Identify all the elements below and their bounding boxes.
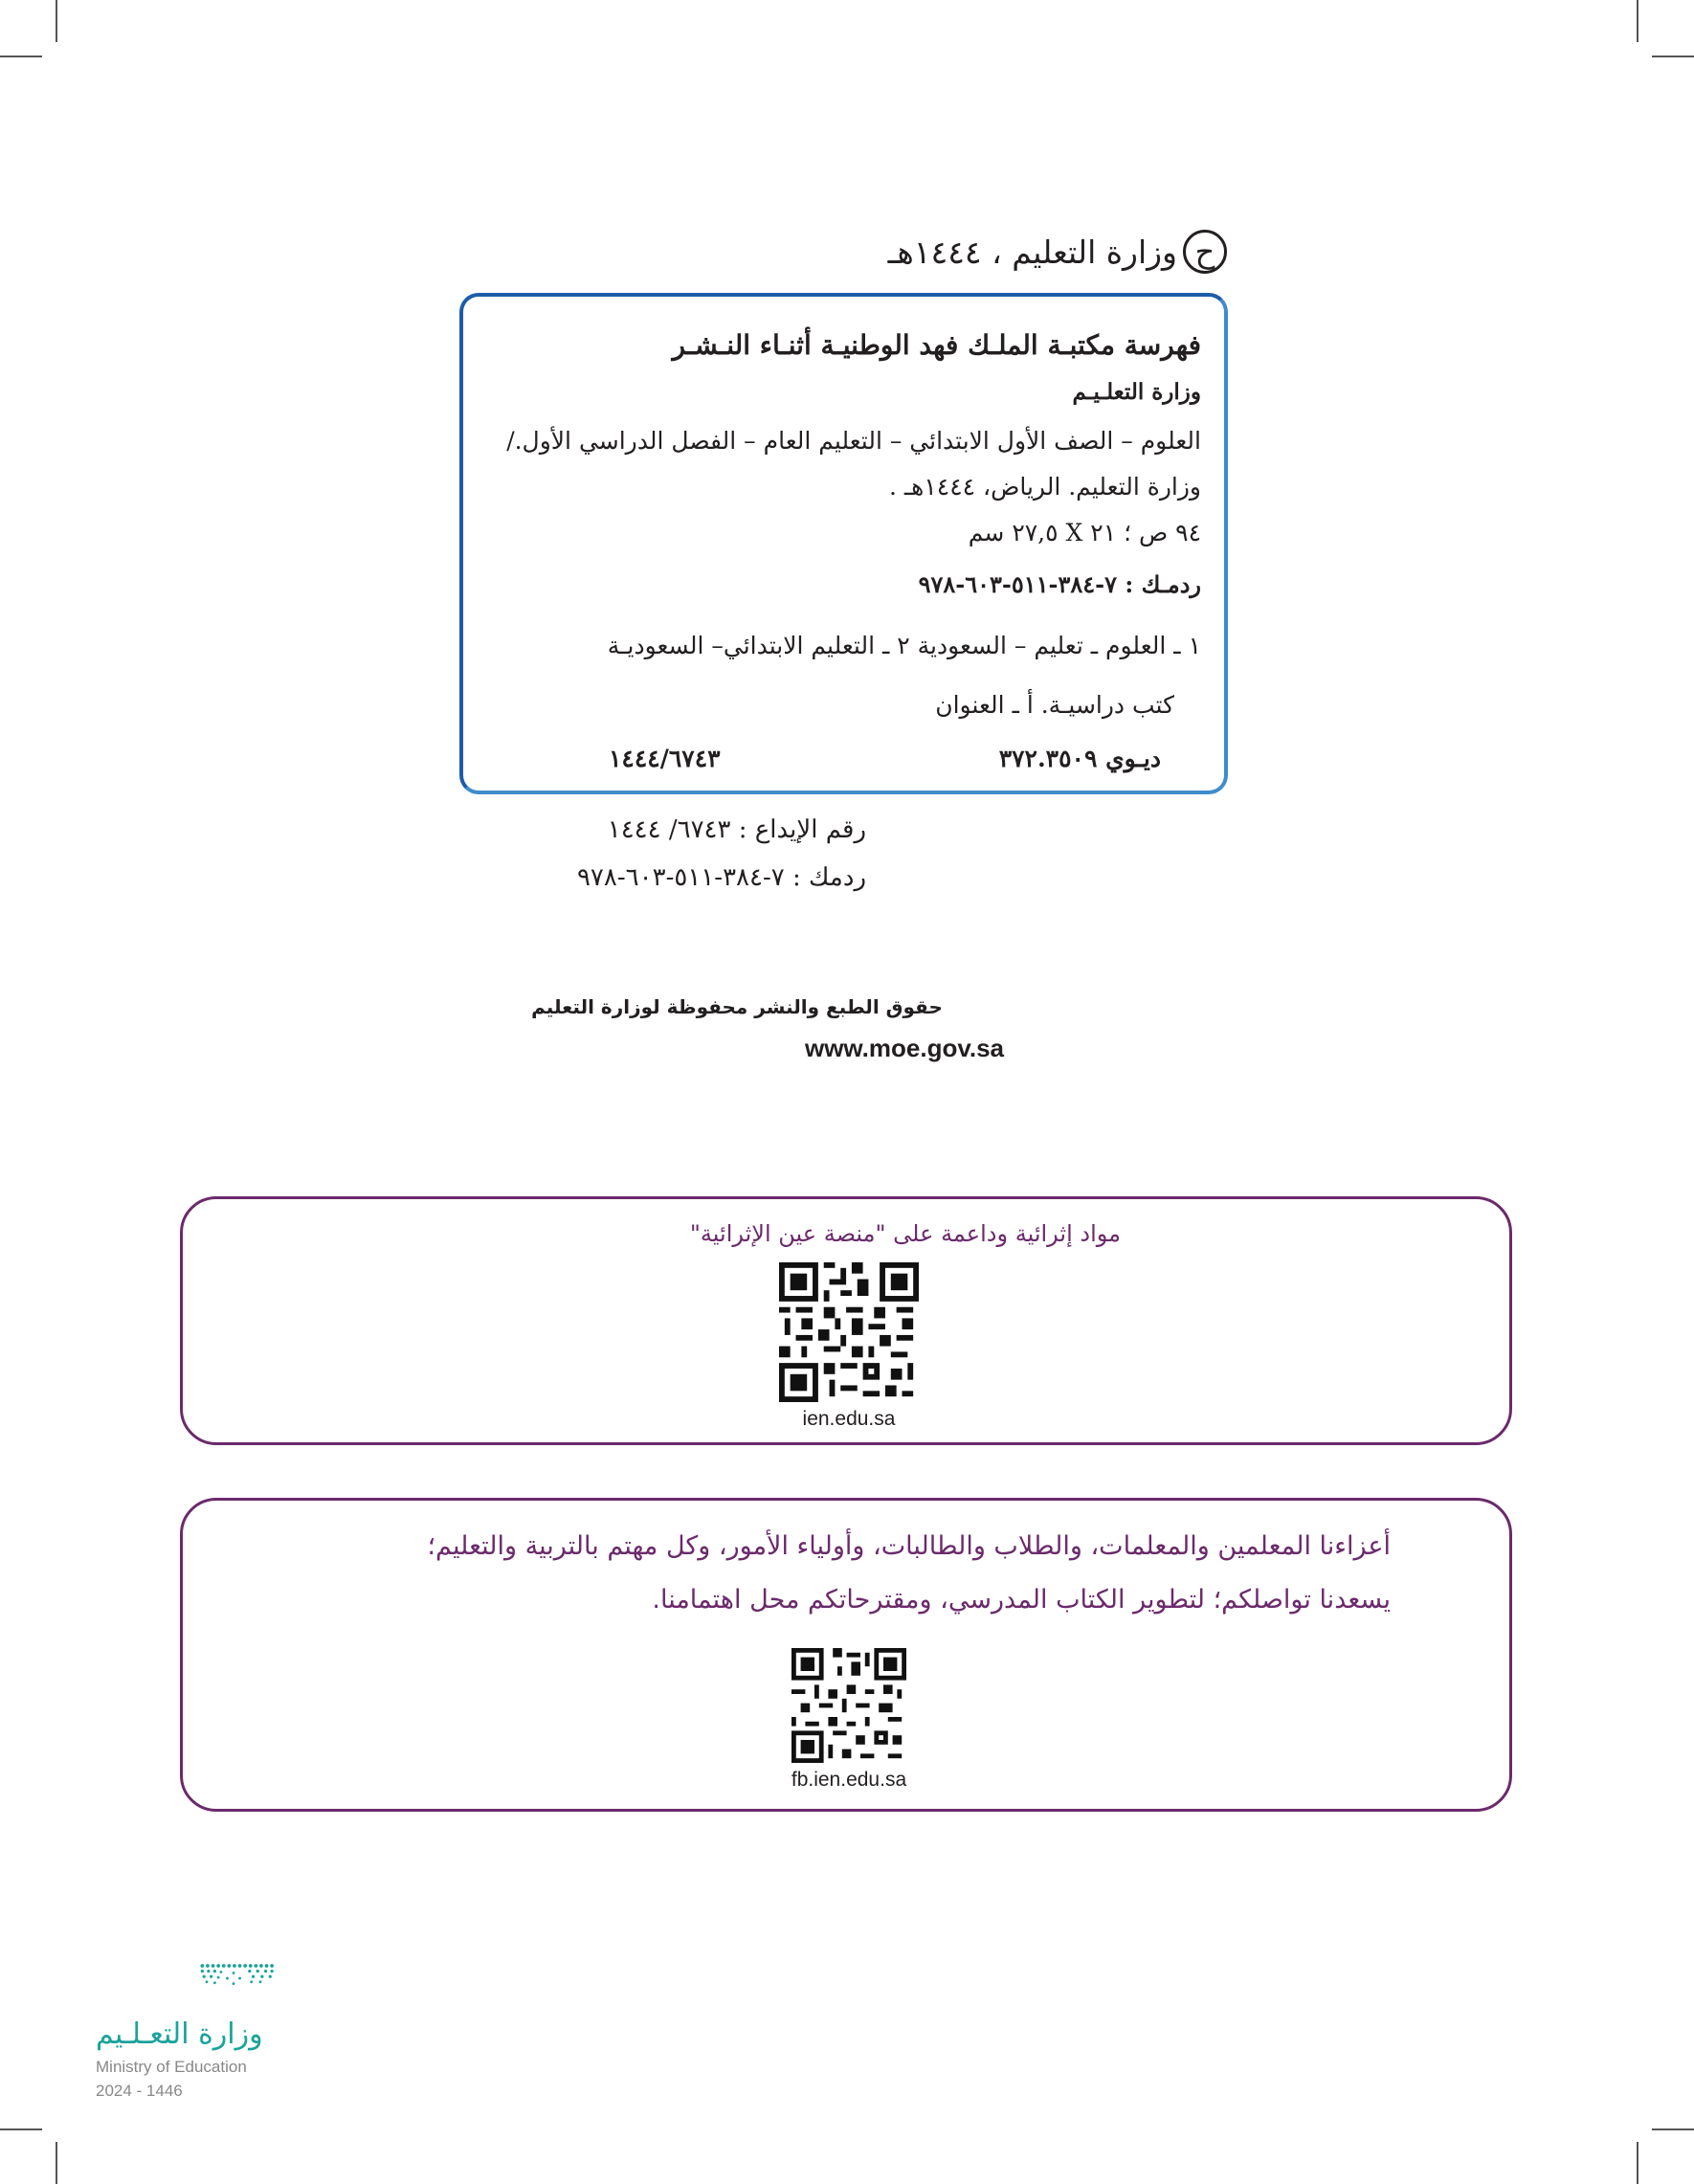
cataloging-box bbox=[459, 293, 1228, 794]
crop-mark bbox=[0, 56, 42, 57]
feedback-box bbox=[180, 1498, 1512, 1812]
catalog-subjects: ١ ـ العلوم ـ تعليم – السعودية ٢ ـ التعليم الابتدائي– السعوديـة bbox=[607, 632, 1201, 659]
copyright-symbol: ح bbox=[1183, 230, 1227, 274]
moe-year: 2024 - 1446 bbox=[96, 2082, 183, 2100]
enrichment-box bbox=[180, 1196, 1512, 1445]
feedback-line-2: يسعدنا تواصلكم؛ لتطوير الكتاب المدرسي، ومقترحاتكم محل اهتمامنا. bbox=[652, 1585, 1391, 1615]
crop-mark bbox=[1652, 56, 1694, 57]
crop-mark bbox=[1637, 2142, 1638, 2184]
moe-dots-logo-icon bbox=[96, 1952, 345, 2019]
qr-code-icon[interactable] bbox=[791, 1648, 906, 1763]
enrichment-text: مواد إثرائية وداعمة على "منصة عين الإثرائية" bbox=[689, 1220, 1121, 1247]
feedback-line-1: أعزاءنا المعلمين والمعلمات، والطلاب والطالبات، وأولياء الأمور، وكل مهتم بالتربية والتعليم؛ bbox=[427, 1531, 1391, 1561]
moe-arabic-name: وزارة التعـلـيم bbox=[96, 2017, 263, 2051]
qr-code-icon[interactable] bbox=[778, 1262, 920, 1402]
copyright-text: وزارة التعليم ، ١٤٤٤هـ bbox=[887, 233, 1177, 271]
catalog-line-1: العلوم – الصف الأول الابتدائي – التعليم العام – الفصل الدراسي الأول./ bbox=[506, 427, 1201, 455]
crop-mark bbox=[56, 2142, 57, 2184]
catalog-author: وزارة التعلـيـم bbox=[1072, 379, 1201, 405]
deposit-number: رقم الإيداع : ٦٧٤٣/ ١٤٤٤ bbox=[607, 815, 866, 844]
qr-url[interactable]: ien.edu.sa bbox=[802, 1408, 896, 1430]
catalog-deposit: ١٤٤٤/٦٧٤٣ bbox=[609, 745, 721, 772]
isbn-line: ردمك : ٧-٣٨٤-٥١١-٦٠٣-٩٧٨ bbox=[576, 863, 866, 892]
moe-english-name: Ministry of Education bbox=[96, 2058, 247, 2076]
crop-mark bbox=[56, 0, 57, 42]
copyright-line bbox=[888, 230, 1227, 274]
catalog-dewey: ديـوي ٣٧٢.٣٥٠٩ bbox=[998, 745, 1161, 772]
website-link[interactable]: www.moe.gov.sa bbox=[804, 1034, 1005, 1062]
catalog-line-2: وزارة التعليم. الرياض، ١٤٤٤هـ . bbox=[888, 473, 1201, 501]
crop-mark bbox=[1637, 0, 1638, 42]
catalog-isbn: ردمـك : ٧-٣٨٤-٥١١-٦٠٣-٩٧٨ bbox=[918, 570, 1201, 598]
qr-url[interactable]: fb.ien.edu.sa bbox=[791, 1769, 907, 1791]
crop-mark bbox=[0, 2128, 42, 2130]
crop-mark bbox=[1652, 2128, 1694, 2130]
catalog-title: فهرسة مكتبـة الملـك فهد الوطنيـة أثنـاء النـشـر bbox=[672, 329, 1201, 361]
rights-statement: حقوق الطبع والنشر محفوظة لوزارة التعليم bbox=[531, 995, 943, 1018]
catalog-line-3: ٩٤ ص ؛ ٢١ X ٢٧,٥ سم bbox=[968, 519, 1201, 546]
catalog-subjects-2: كتب دراسيـة. أ ـ العنوان bbox=[935, 691, 1174, 719]
